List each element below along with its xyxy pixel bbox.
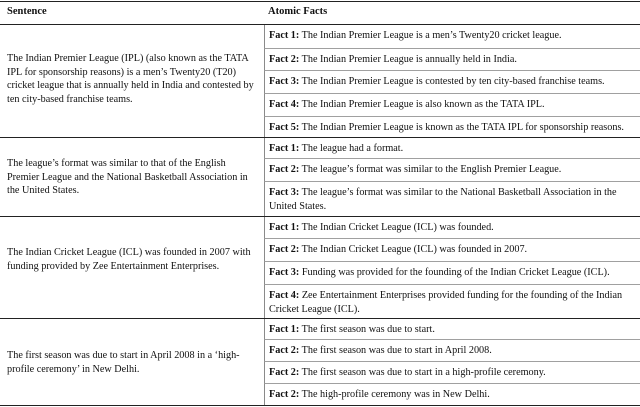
fact-text: The Indian Premier League is contested by ten city-based franchise teams. (301, 76, 605, 87)
fact-label: Fact 5: (269, 122, 300, 133)
fact-text: The league’s format was similar to the English Premier League. (301, 164, 562, 175)
fact-label: Fact 1: (269, 324, 300, 335)
fact-row (264, 319, 640, 340)
sentence-2: The league’s format was similar to that of the English Premier League and the National Basketball Association in the United States. (7, 158, 248, 197)
fact-text: The Indian Premier League is a men’s Twenty20 cricket league. (301, 30, 562, 41)
fact-text: Funding was provided for the founding of the Indian Cricket League (ICL). (301, 267, 610, 278)
fact-label: Fact 2: (269, 367, 300, 378)
fact-label: Fact 1: (269, 30, 300, 41)
fact-label: Fact 3: (269, 187, 300, 198)
fact-row (264, 71, 640, 94)
table-top-rule (0, 1, 640, 2)
fact-label: Fact 2: (269, 164, 300, 175)
fact-text: The Indian Premier League is annually held in India. (301, 54, 517, 65)
fact-row (264, 49, 640, 71)
fact-text: The first season was due to start in April 2008. (301, 345, 492, 356)
fact-row (264, 285, 640, 319)
fact-row (264, 25, 640, 49)
fact-row (264, 262, 640, 285)
fact-label: Fact 4: (269, 290, 300, 301)
fact-label: Fact 2: (269, 54, 300, 65)
sentence-4: The first season was due to start in April 2008 in a ‘high-profile ceremony’ in New Delhi. (7, 350, 240, 375)
fact-row (264, 239, 640, 262)
sentence-1: The Indian Premier League (IPL) (also known as the TATA IPL for sponsorship reasons) is a men’s Twenty20 (T20) cricket league that is annually held in India and contested by ten city-based franchise teams. (7, 53, 254, 105)
fact-row (264, 384, 640, 405)
fact-text: The first season was due to start. (301, 324, 435, 335)
fact-label: Fact 1: (269, 143, 300, 154)
fact-label: Fact 2: (269, 345, 300, 356)
fact-text: The high-profile ceremony was in New Delhi. (301, 389, 490, 400)
fact-text: The Indian Premier League is also known as the TATA IPL. (301, 99, 545, 110)
fact-text: The Indian Premier League is known as the TATA IPL for sponsorship reasons. (301, 122, 624, 133)
fact-text: The first season was due to start in a high-profile ceremony. (301, 367, 546, 378)
fact-label: Fact 1: (269, 222, 300, 233)
fact-row (264, 362, 640, 384)
fact-text: The league had a format. (301, 143, 404, 154)
fact-row (264, 94, 640, 117)
header-atomic-facts: Atomic Facts (268, 6, 328, 17)
fact-row (264, 340, 640, 362)
fact-label: Fact 3: (269, 76, 300, 87)
header-sentence: Sentence (7, 6, 47, 17)
fact-row (264, 117, 640, 138)
table-bottom-rule (0, 405, 640, 406)
fact-row (264, 138, 640, 159)
fact-text: The Indian Cricket League (ICL) was founded in 2007. (301, 244, 528, 255)
fact-label: Fact 4: (269, 99, 300, 110)
fact-label: Fact 2: (269, 389, 300, 400)
fact-label: Fact 3: (269, 267, 300, 278)
fact-text: The Indian Cricket League (ICL) was founded. (301, 222, 494, 233)
fact-row (264, 159, 640, 182)
fact-label: Fact 2: (269, 244, 300, 255)
fact-text: The league’s format was similar to the National Basketball Association in the United States. (269, 187, 617, 212)
fact-row (264, 217, 640, 239)
fact-row (264, 182, 640, 216)
sentence-3: The Indian Cricket League (ICL) was founded in 2007 with funding provided by Zee Entertainment Enterprises. (7, 247, 251, 272)
fact-text: Zee Entertainment Enterprises provided funding for the founding of the Indian Cricket League (ICL). (269, 290, 623, 315)
